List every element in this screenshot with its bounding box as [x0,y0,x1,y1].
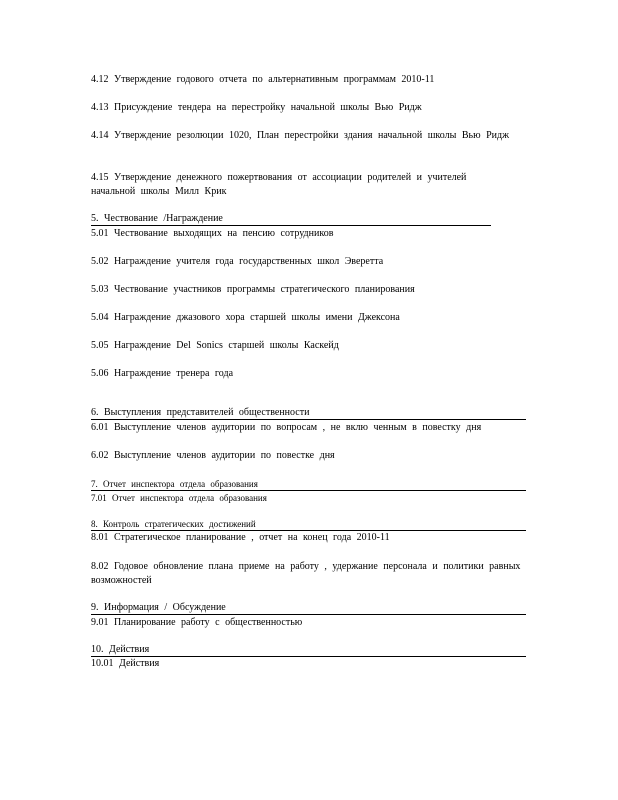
agenda-item-10-01: 10.01 Действия [91,658,160,669]
agenda-item-4-12: 4.12 Утверждение годового отчета по альтернативным программам 2010-11 [91,74,435,85]
agenda-item-7-01: 7.01 Отчет инспектора отдела образования [91,493,267,503]
section-heading-7: 7. Отчет инспектора отдела образования [91,478,526,491]
agenda-item-5-01: 5.01 Чествование выходящих на пенсию сотрудников [91,228,334,239]
agenda-item-5-02: 5.02 Награждение учителя года государственных школ Эверетта [91,256,384,267]
agenda-item-5-06: 5.06 Награждение тренера года [91,368,234,379]
agenda-item-9-01: 9.01 Планирование работу с общественностью [91,617,303,628]
agenda-item-8-01: 8.01 Стратегическое планирование , отчет на конец года 2010-11 [91,532,390,543]
section-heading-9: 9. Информация / Обсуждение [91,602,526,615]
section-heading-8: 8. Контроль стратегических достижений [91,518,526,531]
agenda-item-5-03: 5.03 Чествование участников программы стратегического планирования [91,284,415,295]
agenda-item-5-04: 5.04 Награждение джазового хора старшей школы имени Джексона [91,312,400,323]
agenda-item-4-14: 4.14 Утверждение резолюции 1020, План перестройки здания начальной школы Вью Ридж [91,130,509,141]
agenda-item-6-02: 6.02 Выступление членов аудитории по повестке дня [91,450,335,461]
agenda-item-8-02: 8.02 Годовое обновление плана приеме на работу , удержание персонала и политики равных возможностей [91,561,521,586]
section-heading-10: 10. Действия [91,644,526,657]
agenda-item-6-01: 6.01 Выступление членов аудитории по вопросам , не вклю ченным в повестку дня [91,422,482,433]
section-heading-5: 5. Чествование /Награждение [91,213,491,226]
section-heading-6: 6. Выступления представителей общественности [91,407,526,420]
agenda-item-4-13: 4.13 Присуждение тендера на перестройку начальной школы Вью Ридж [91,102,422,113]
agenda-item-4-15: 4.15 Утверждение денежного пожертвования от ассоциации родителей и учителей начальной школы Милл Крик [91,172,467,197]
agenda-item-5-05: 5.05 Награждение Del Sonics старшей школы Каскейд [91,340,339,351]
